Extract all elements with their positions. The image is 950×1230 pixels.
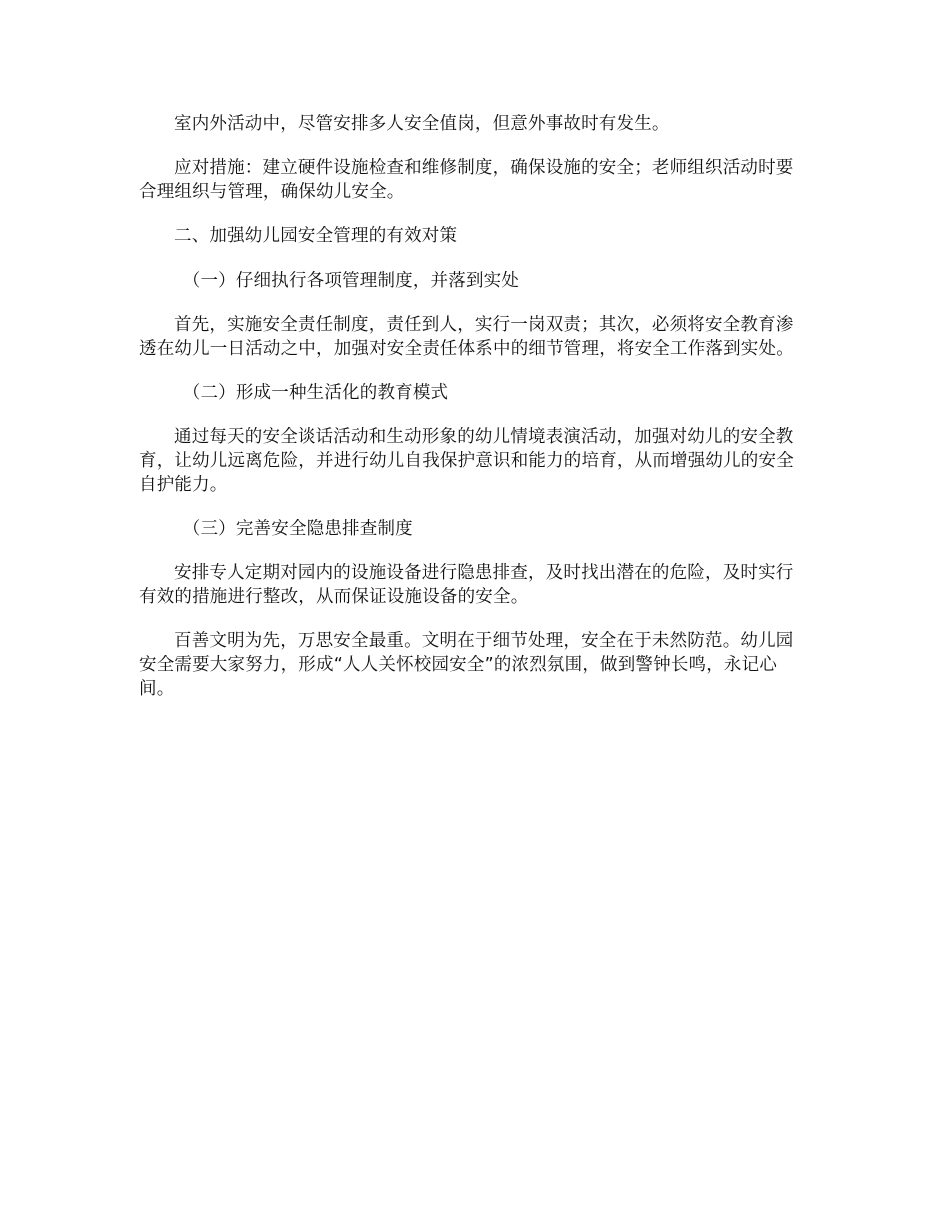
paragraph-hazard-inspection: 安排专人定期对园内的设施设备进行隐患排查，及时找出潜在的危险，及时实行有效的措施进行整改，从而保证设施设备的安全。 (139, 563, 794, 607)
paragraph-conclusion: 百善文明为先，万思安全最重。文明在于细节处理，安全在于未然防范。幼儿园安全需要大家努力，形成“人人关怀校园安全”的浓烈氛围，做到警钟长鸣，永记心间。 (139, 631, 794, 699)
subheading-2: （二）形成一种生活化的教育模式 (182, 383, 449, 403)
subheading-1: （一）仔细执行各项管理制度，并落到实处 (182, 271, 520, 291)
paragraph-education-model: 通过每天的安全谈话活动和生动形象的幼儿情境表演活动，加强对幼儿的安全教育，让幼儿远离危险，并进行幼儿自我保护意识和能力的培育，从而增强幼儿的安全自护能力。 (139, 427, 794, 495)
paragraph-accident-risk: 室内外活动中，尽管安排多人安全值岗，但意外事故时有发生。 (174, 114, 670, 134)
paragraph-responsibility: 首先，实施安全责任制度，责任到人，实行一岗双责；其次，必须将安全教育渗透在幼儿一日活动之中，加强对安全责任体系中的细节管理，将安全工作落到实处。 (139, 315, 794, 359)
document-body (139, 112, 811, 721)
section-heading: 二、加强幼儿园安全管理的有效对策 (174, 226, 458, 246)
paragraph-countermeasures: 应对措施：建立硬件设施检查和维修制度，确保设施的安全；老师组织活动时要合理组织与管理，确保幼儿安全。 (139, 158, 794, 202)
subheading-3: （三）完善安全隐患排查制度 (182, 519, 413, 539)
